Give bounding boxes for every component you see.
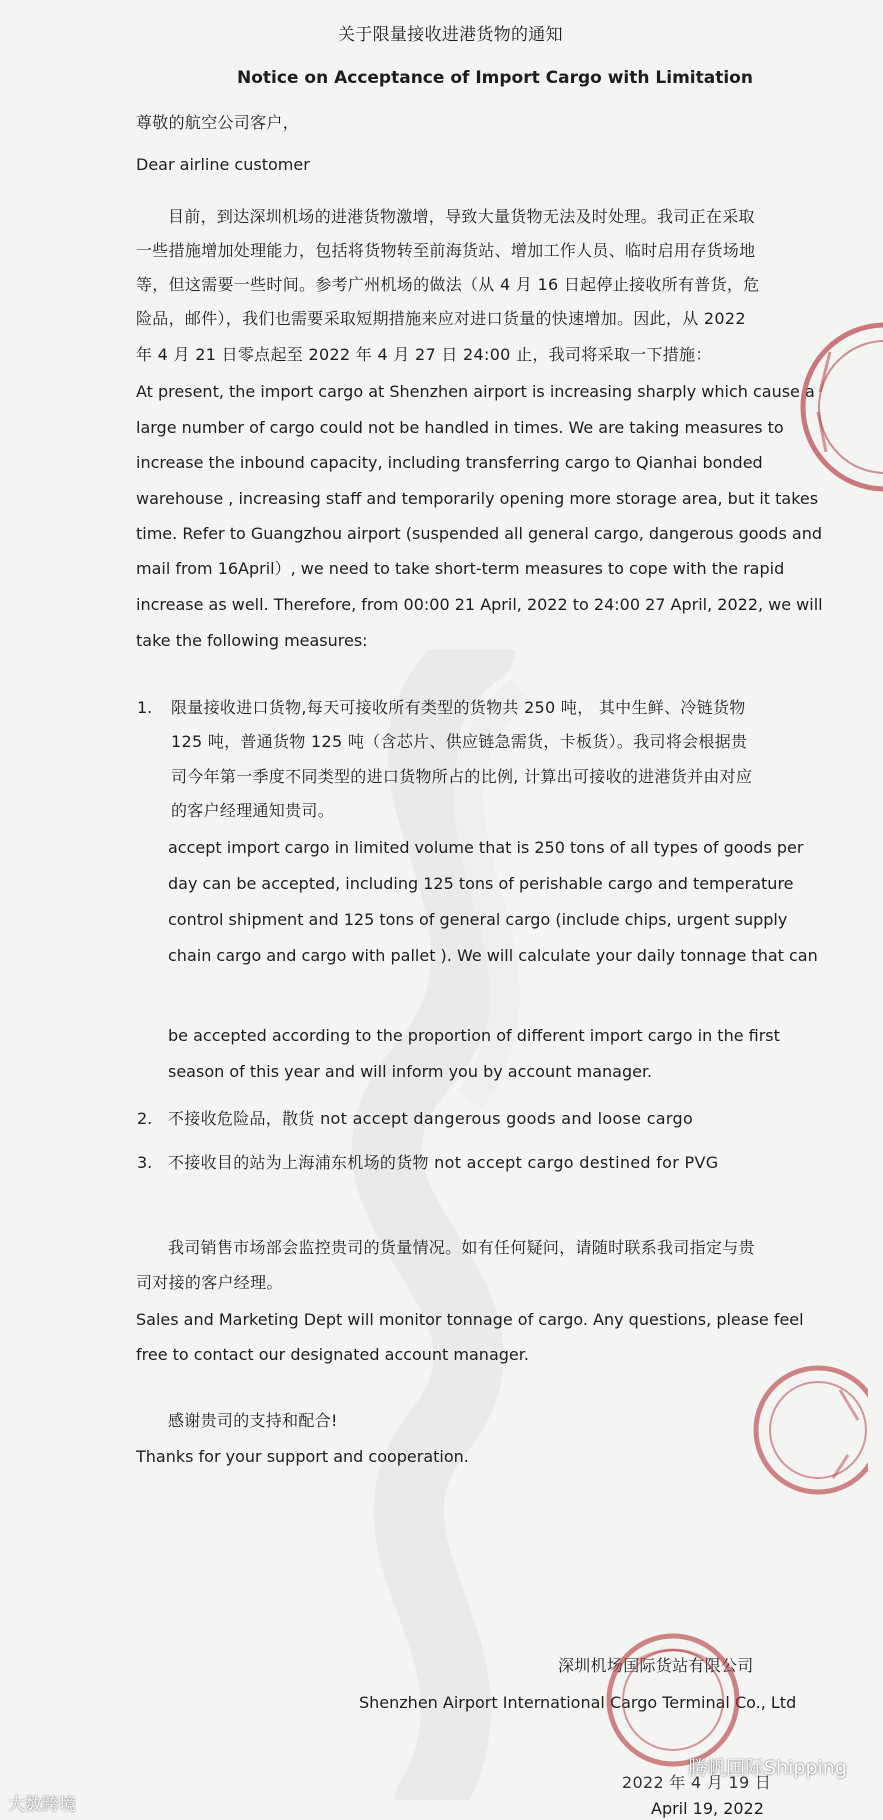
greeting-chinese: 尊敬的航空公司客户， xyxy=(136,113,300,132)
closing-cn-line: 我司销售市场部会监控贵司的货量情况。如有任何疑问，请随时联系我司指定与贵 xyxy=(168,1238,755,1257)
intro-en-line: warehouse , increasing staff and temporarily opening more storage area, but it takes xyxy=(136,489,819,508)
measure-number: 2. xyxy=(137,1109,153,1128)
thanks-english: Thanks for your support and cooperation. xyxy=(136,1447,469,1466)
measure-text: 不接收目的站为上海浦东机场的货物 not accept cargo destined for PVG xyxy=(168,1153,719,1172)
intro-en-line: time. Refer to Guangzhou airport (suspended all general cargo, dangerous goods and xyxy=(136,524,822,543)
title-chinese: 关于限量接收进港货物的通知 xyxy=(338,25,563,45)
intro-en-line: increase as well. Therefore, from 00:00 21 April, 2022 to 24:00 27 April, 2022, we will xyxy=(136,595,823,614)
measure-cn-line: 的客户经理通知贵司。 xyxy=(171,801,335,820)
measure-cn-line: 125 吨，普通货物 125 吨（含芯片、供应链急需货，卡板货）。我司将会根据贵 xyxy=(171,732,748,751)
intro-cn-line: 一些措施增加处理能力，包括将货物转至前海货站、增加工作人员、临时启用存货场地 xyxy=(136,241,756,260)
measure-en-line: control shipment and 125 tons of general cargo (include chips, urgent supply xyxy=(168,910,788,929)
greeting-english: Dear airline customer xyxy=(136,155,310,174)
intro-cn-line: 险品，邮件），我们也需要采取短期措施来应对进口货量的快速增加。因此，从 2022 xyxy=(136,309,746,328)
title-english: Notice on Acceptance of Import Cargo with Limitation xyxy=(237,68,753,88)
closing-en-line: Sales and Marketing Dept will monitor tonnage of cargo. Any questions, please feel xyxy=(136,1310,804,1329)
intro-cn-line: 等，但这需要一些时间。参考广州机场的做法（从 4 月 16 日起停止接收所有普货，危 xyxy=(136,275,760,294)
measure-number: 1. xyxy=(137,698,153,717)
closing-cn-line: 司对接的客户经理。 xyxy=(136,1273,283,1292)
measure-number: 3. xyxy=(137,1153,153,1172)
measure-cn-line: 限量接收进口货物,每天可接收所有类型的货物共 250 吨， 其中生鲜、冷链货物 xyxy=(171,698,746,717)
intro-cn-line: 年 4 月 21 日零点起至 2022 年 4 月 27 日 24:00 止，我司将采取一下措施： xyxy=(136,345,712,364)
intro-en-line: At present, the import cargo at Shenzhen airport is increasing sharply which cause a xyxy=(136,382,815,401)
intro-en-line: increase the inbound capacity, including transferring cargo to Qianhai bonded xyxy=(136,453,763,472)
signature-date-chinese: 2022 年 4 月 19 日 xyxy=(622,1773,772,1792)
watermark-right: 腾帆国际Shipping xyxy=(688,1757,847,1779)
intro-en-line: large number of cargo could not be handled in times. We are taking measures to xyxy=(136,418,784,437)
signature-date-english: April 19, 2022 xyxy=(651,1799,764,1818)
company-seal-stamp xyxy=(790,312,883,502)
measure-text: 不接收危险品，散货 not accept dangerous goods and loose cargo xyxy=(168,1109,694,1128)
background-swoosh-watermark xyxy=(300,650,600,1800)
measure-en-line: accept import cargo in limited volume that is 250 tons of all types of goods per xyxy=(168,838,804,857)
thanks-chinese: 感谢贵司的支持和配合! xyxy=(168,1411,338,1430)
company-name-english: Shenzhen Airport International Cargo Terminal Co., Ltd xyxy=(359,1693,797,1712)
measure-en-line: day can be accepted, including 125 tons of perishable cargo and temperature xyxy=(168,874,794,893)
intro-cn-line: 目前，到达深圳机场的进港货物激增，导致大量货物无法及时处理。我司正在采取 xyxy=(168,207,755,226)
measure-en-line: be accepted according to the proportion of different import cargo in the first xyxy=(168,1026,780,1045)
measure-en-line: season of this year and will inform you by account manager. xyxy=(168,1062,653,1081)
company-seal-stamp xyxy=(748,1360,868,1500)
measure-cn-line: 司今年第一季度不同类型的进口货物所占的比例, 计算出可接收的进港货并由对应 xyxy=(171,767,753,786)
intro-en-line: take the following measures: xyxy=(136,631,368,650)
watermark-left: 大数跨境 xyxy=(8,1795,76,1815)
closing-en-line: free to contact our designated account manager. xyxy=(136,1345,529,1364)
intro-en-line: mail from 16April）, we need to take short-term measures to cope with the rapid xyxy=(136,559,785,578)
company-name-chinese: 深圳机场国际货站有限公司 xyxy=(558,1656,754,1675)
measure-en-line: chain cargo and cargo with pallet ). We will calculate your daily tonnage that can xyxy=(168,946,818,965)
